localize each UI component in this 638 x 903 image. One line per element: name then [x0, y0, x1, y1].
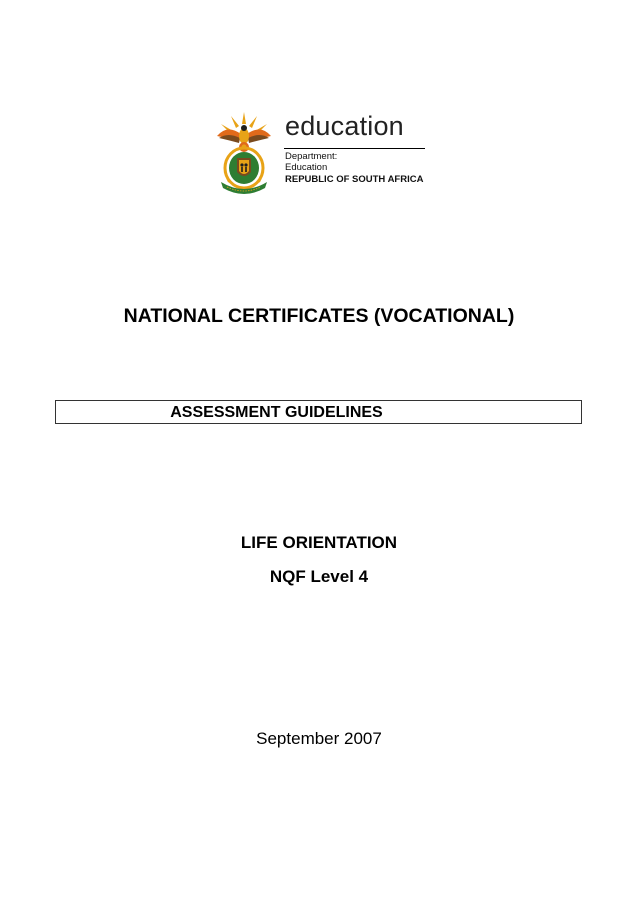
- nqf-level: NQF Level 4: [269, 567, 369, 586]
- logo-divider: [284, 148, 425, 149]
- assessment-guidelines-box: [55, 400, 582, 424]
- coat-of-arms-icon: [213, 110, 275, 194]
- logo-wordmark: education: [285, 111, 404, 141]
- logo-country-label: REPUBLIC OF SOUTH AFRICA: [285, 174, 424, 185]
- document-title: NATIONAL CERTIFICATES (VOCATIONAL): [123, 305, 515, 327]
- subject-title: LIFE ORIENTATION: [240, 533, 398, 552]
- publication-date: September 2007: [256, 729, 382, 748]
- assessment-guidelines-heading: ASSESSMENT GUIDELINES: [170, 404, 383, 421]
- logo-ministry-label: Education: [285, 162, 328, 173]
- logo-department-label: Department:: [285, 151, 338, 162]
- department-logo: [200, 97, 440, 201]
